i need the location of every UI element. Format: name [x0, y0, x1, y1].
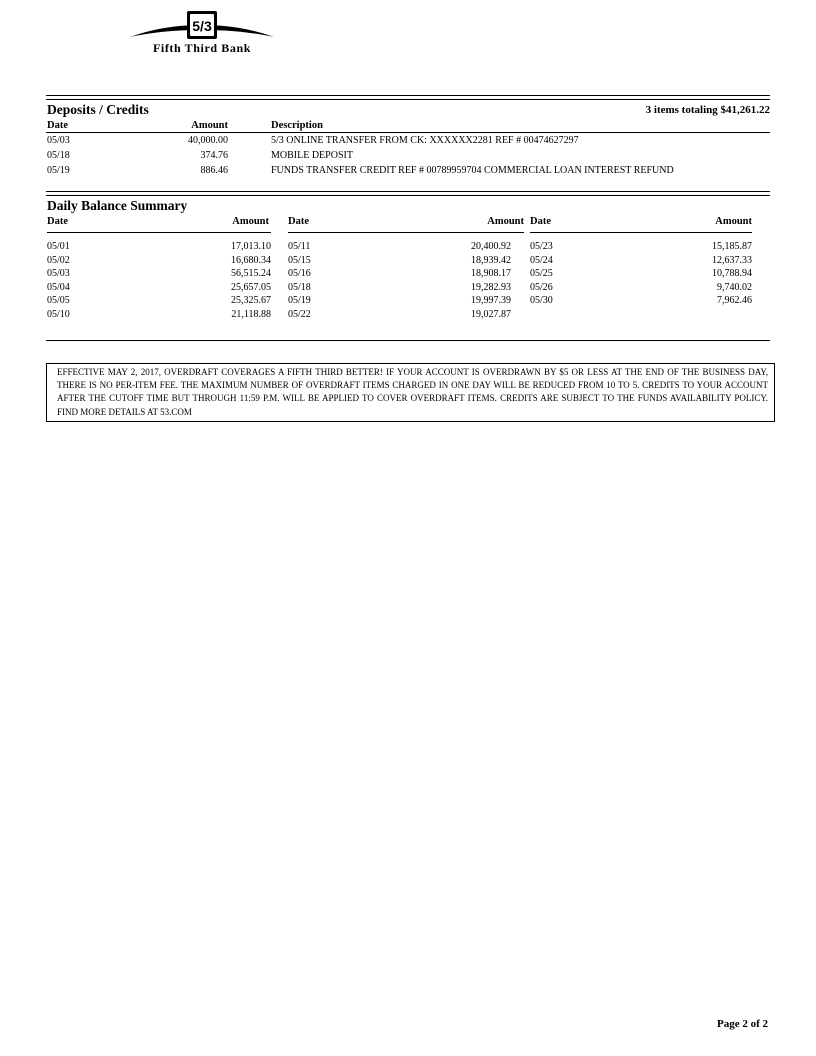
- deposits-date-header: Date: [47, 120, 68, 131]
- deposits-amount-header: Amount: [191, 120, 228, 131]
- divider: [46, 99, 770, 100]
- divider: [46, 95, 770, 96]
- deposit-date: 05/03: [47, 135, 70, 146]
- bank-name: Fifth Third Bank: [152, 41, 252, 55]
- table-row: [47, 268, 271, 282]
- daily-balance-header: [288, 216, 524, 233]
- table-row: [288, 268, 524, 282]
- date-header: Date: [530, 216, 551, 227]
- balance-date: 05/18: [288, 281, 311, 293]
- balance-amount: 19,027.87: [471, 308, 511, 320]
- table-row: [530, 295, 752, 309]
- balance-amount: 19,282.93: [471, 281, 511, 293]
- balance-amount: 7,962.46: [717, 295, 752, 306]
- table-row: [288, 309, 524, 323]
- balance-date: 05/05: [47, 295, 70, 306]
- deposit-amount: 40,000.00: [188, 135, 228, 146]
- balance-date: 05/04: [47, 281, 70, 293]
- table-row: [288, 282, 524, 296]
- divider: [46, 195, 770, 196]
- balance-date: 05/26: [530, 281, 553, 293]
- deposits-summary: 3 items totaling $41,261.22: [645, 104, 770, 116]
- date-header: Date: [47, 216, 68, 227]
- deposits-description-header: Description: [271, 120, 323, 131]
- table-row: [288, 295, 524, 309]
- deposits-title: Deposits / Credits: [47, 102, 149, 117]
- deposit-description: 5/3 ONLINE TRANSFER FROM CK: XXXXXX2281 REF # 00474627297: [271, 135, 579, 146]
- deposit-date: 05/19: [47, 165, 70, 176]
- balance-date: 05/03: [47, 268, 70, 279]
- table-row: [288, 255, 524, 269]
- amount-header: Amount: [487, 216, 524, 227]
- table-row: [47, 282, 271, 296]
- table-row: [288, 241, 524, 255]
- amount-header: Amount: [232, 216, 269, 227]
- balance-date: 05/23: [530, 241, 553, 252]
- balance-amount: 25,657.05: [231, 281, 271, 293]
- balance-amount: 18,908.17: [471, 268, 511, 279]
- balance-amount: 9,740.02: [717, 281, 752, 293]
- balance-date: 05/19: [288, 295, 311, 306]
- balance-amount: 56,515.24: [231, 268, 271, 279]
- daily-balance-header: [47, 216, 271, 233]
- overdraft-notice: EFFECTIVE MAY 2, 2017, OVERDRAFT COVERAGES A FIFTH THIRD BETTER! IF YOUR ACCOUNT IS OVERDRAWN BY $5 OR LESS AT THE END OF THE BUSINESS DAY, THERE IS NO PER-ITEM FEE. THE MAXIMUM NUMBER OF OVERDRAFT ITEMS CHARGED IN ONE DAY WILL BE REDUCED FROM 10 TO 5. CREDITS TO YOUR ACCOUNT AFTER THE CUTOFF TIME BUT THROUGH 11:59 P.M. WILL BE APPLIED TO COVER OVERDRAFT ITEMS. CREDITS ARE SUBJECT TO THE FUNDS AVAILABILITY POLICY. FIND MORE DETAILS AT 53.COM: [46, 363, 775, 422]
- date-header: Date: [288, 216, 309, 227]
- table-row: [530, 282, 752, 296]
- table-row: [530, 268, 752, 282]
- deposit-amount: 374.76: [200, 150, 228, 161]
- daily-balance-title: Daily Balance Summary: [47, 198, 188, 213]
- balance-date: 05/11: [288, 241, 311, 252]
- svg-text:5/3: 5/3: [192, 18, 212, 34]
- balance-amount: 20,400.92: [471, 241, 511, 252]
- balance-amount: 19,997.39: [471, 295, 511, 306]
- balance-date: 05/22: [288, 308, 311, 320]
- balance-amount: 25,325.67: [231, 295, 271, 306]
- divider: [46, 340, 770, 341]
- table-row: [47, 295, 271, 309]
- balance-date: 05/01: [47, 241, 70, 252]
- divider: [46, 132, 770, 133]
- balance-date: 05/15: [288, 254, 311, 266]
- page-number: Page 2 of 2: [716, 1018, 768, 1030]
- bank-logo-emblem: [128, 10, 276, 42]
- balance-amount: 10,788.94: [712, 268, 752, 279]
- balance-date: 05/25: [530, 268, 553, 279]
- balance-date: 05/16: [288, 268, 311, 279]
- deposit-date: 05/18: [47, 150, 70, 161]
- daily-balance-column-1: [47, 216, 271, 322]
- daily-balance-column-3: [530, 216, 752, 309]
- balance-date: 05/30: [530, 295, 553, 306]
- daily-balance-column-2: [288, 216, 524, 322]
- balance-amount: 12,637.33: [712, 254, 752, 266]
- amount-header: Amount: [715, 216, 752, 227]
- balance-amount: 17,013.10: [231, 241, 271, 252]
- balance-date: 05/10: [47, 308, 70, 320]
- balance-amount: 21,118.88: [231, 308, 271, 320]
- table-row: [47, 309, 271, 323]
- divider: [46, 191, 770, 192]
- table-row: [530, 255, 752, 269]
- bank-logo: [128, 10, 276, 58]
- table-row: [47, 255, 271, 269]
- balance-date: 05/02: [47, 254, 70, 266]
- balance-amount: 16,680.34: [231, 254, 271, 266]
- balance-amount: 18,939.42: [471, 254, 511, 266]
- balance-amount: 15,185.87: [712, 241, 752, 252]
- daily-balance-header: [530, 216, 752, 233]
- deposit-amount: 886.46: [200, 165, 228, 176]
- table-row: [530, 241, 752, 255]
- deposit-description: FUNDS TRANSFER CREDIT REF # 00789959704 COMMERCIAL LOAN INTEREST REFUND: [271, 165, 674, 176]
- balance-date: 05/24: [530, 254, 553, 266]
- deposit-description: MOBILE DEPOSIT: [271, 150, 353, 161]
- table-row: [47, 241, 271, 255]
